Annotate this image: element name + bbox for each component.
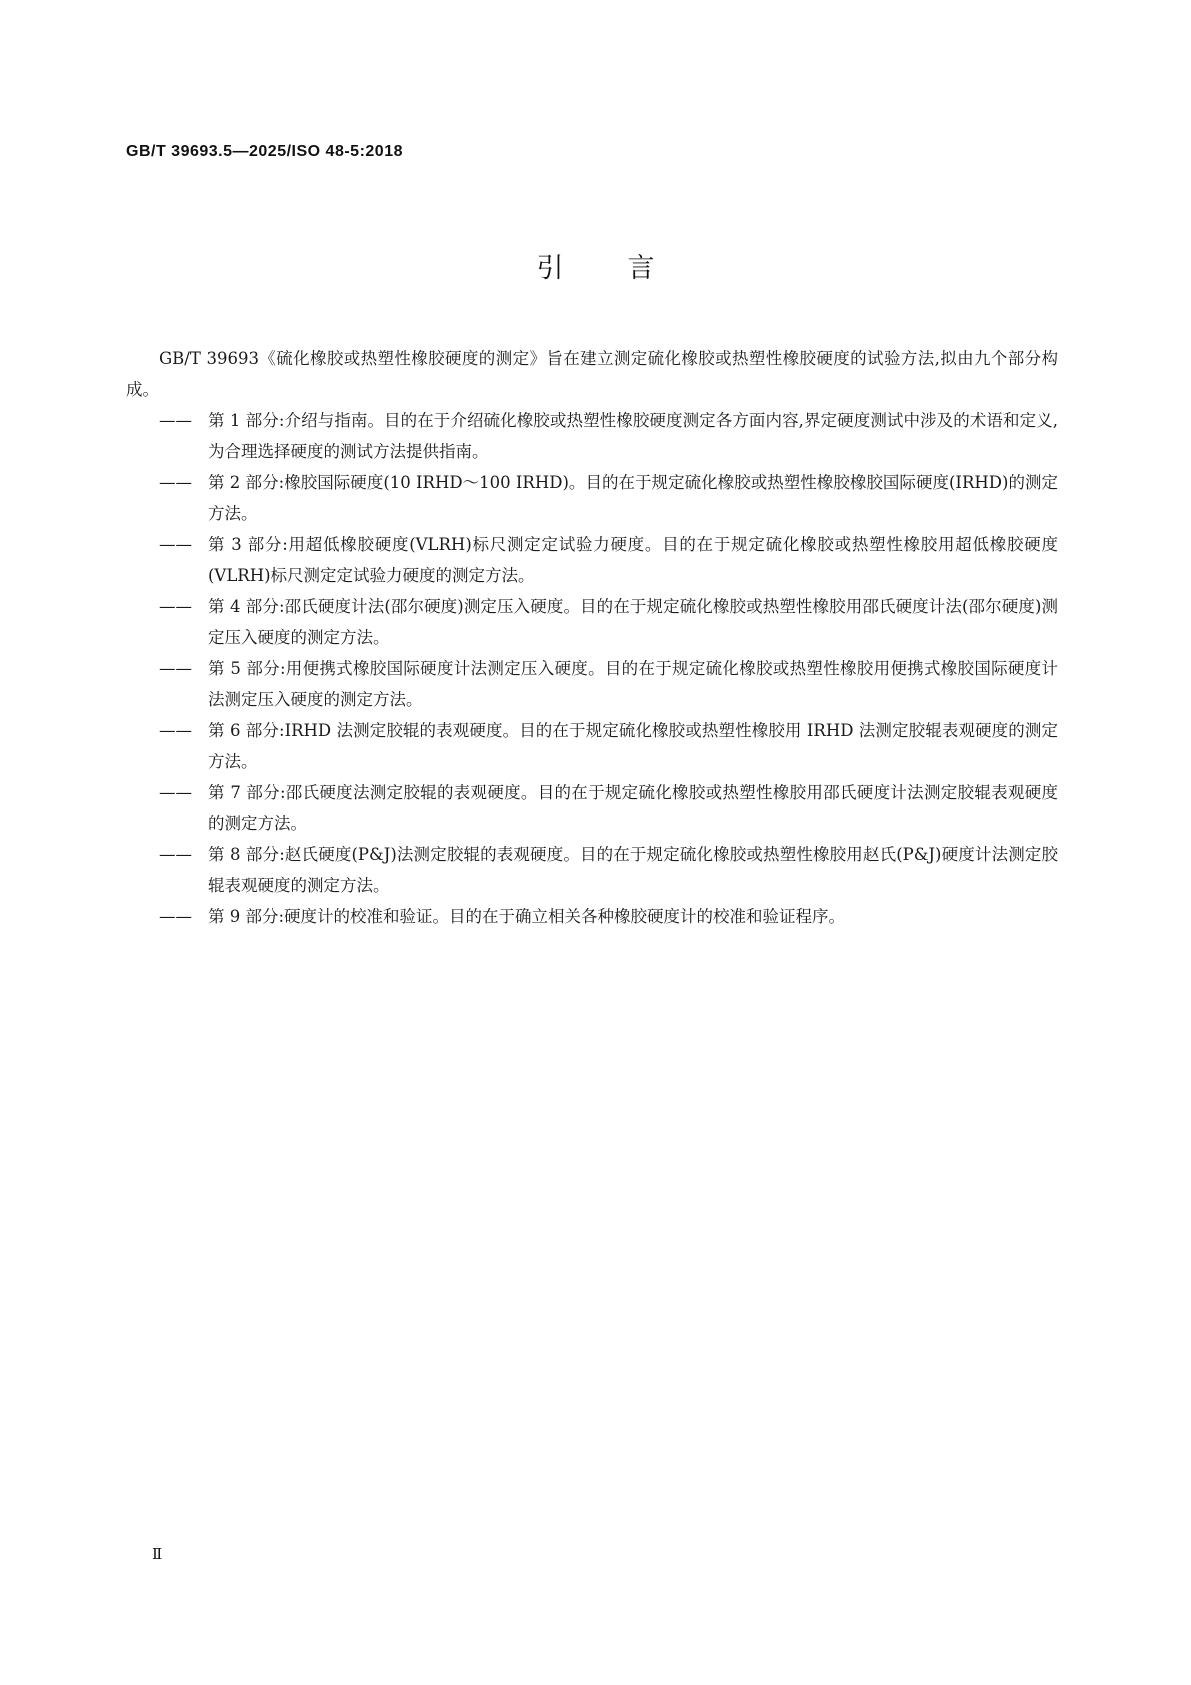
list-item-text: 第 2 部分:橡胶国际硬度(10 IRHD～100 IRHD)。目的在于规定硫化橡胶或热塑性橡胶橡胶国际硬度(IRHD)的测定方法。 — [208, 473, 1058, 523]
list-item — [126, 653, 1058, 715]
list-dash: —— — [159, 473, 192, 492]
page-number: Ⅱ — [152, 1547, 163, 1563]
standard-code: GB/T 39693.5—2025/ISO 48-5:2018 — [126, 143, 403, 160]
list-item — [126, 715, 1058, 777]
list-item — [126, 405, 1058, 467]
list-item-text: 第 6 部分:IRHD 法测定胶辊的表观硬度。目的在于规定硫化橡胶或热塑性橡胶用 IRHD 法测定胶辊表观硬度的测定方法。 — [208, 721, 1058, 771]
list-dash: —— — [159, 659, 192, 678]
list-item — [126, 467, 1058, 529]
list-item-text: 第 5 部分:用便携式橡胶国际硬度计法测定压入硬度。目的在于规定硫化橡胶或热塑性橡胶用便携式橡胶国际硬度计法测定压入硬度的测定方法。 — [208, 659, 1058, 709]
list-item — [126, 839, 1058, 901]
list-item — [126, 901, 1058, 932]
list-dash: —— — [159, 907, 192, 926]
list-item-text: 第 1 部分:介绍与指南。目的在于介绍硫化橡胶或热塑性橡胶硬度测定各方面内容,界定硬度测试中涉及的术语和定义,为合理选择硬度的测试方法提供指南。 — [208, 411, 1058, 461]
list-item — [126, 529, 1058, 591]
intro-paragraph: GB/T 39693《硫化橡胶或热塑性橡胶硬度的测定》旨在建立测定硫化橡胶或热塑性橡胶硬度的试验方法,拟由九个部分构成。 — [126, 349, 1058, 399]
list-item-text: 第 7 部分:邵氏硬度法测定胶辊的表观硬度。目的在于规定硫化橡胶或热塑性橡胶用邵氏硬度计法测定胶辊表观硬度的测定方法。 — [208, 783, 1058, 833]
list-item-text: 第 8 部分:赵氏硬度(P&J)法测定胶辊的表观硬度。目的在于规定硫化橡胶或热塑性橡胶用赵氏(P&J)硬度计法测定胶辊表观硬度的测定方法。 — [208, 845, 1058, 895]
parts-list — [126, 405, 1058, 932]
list-dash: —— — [159, 535, 192, 554]
list-item-text: 第 4 部分:邵氏硬度计法(邵尔硬度)测定压入硬度。目的在于规定硫化橡胶或热塑性橡胶用邵氏硬度计法(邵尔硬度)测定压入硬度的测定方法。 — [208, 597, 1058, 647]
document-body — [126, 343, 1058, 932]
list-item-text: 第 9 部分:硬度计的校准和验证。目的在于确立相关各种橡胶硬度计的校准和验证程序。 — [208, 907, 846, 926]
list-dash: —— — [159, 597, 192, 616]
section-title: 引言 — [536, 253, 719, 284]
list-dash: —— — [159, 411, 192, 430]
list-dash: —— — [159, 783, 192, 802]
list-item-text: 第 3 部分:用超低橡胶硬度(VLRH)标尺测定定试验力硬度。目的在于规定硫化橡胶或热塑性橡胶用超低橡胶硬度(VLRH)标尺测定定试验力硬度的测定方法。 — [208, 535, 1058, 585]
list-item — [126, 591, 1058, 653]
list-dash: —— — [159, 721, 192, 740]
list-item — [126, 777, 1058, 839]
list-dash: —— — [159, 845, 192, 864]
